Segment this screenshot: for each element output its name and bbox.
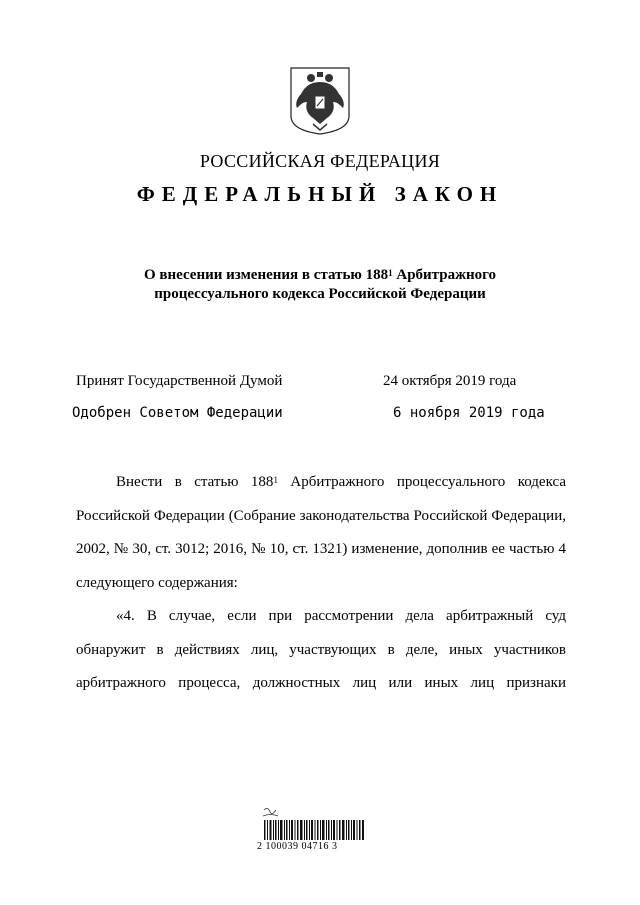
duma-adoption-label: Принят Государственной Думой (76, 373, 283, 389)
law-title-line-2: процессуального кодекса Российской Федерации (154, 286, 486, 302)
law-title-line-1: О внесении изменения в статью $188^1$ Арбитражного (143, 267, 497, 283)
coat-of-arms-icon (287, 64, 353, 136)
barcode-number: 2 100039 04716 3 (257, 841, 338, 852)
document-type-heading: ФЕДЕРАЛЬНЫЙ ЗАКОН (136, 182, 504, 206)
signature-mark-icon (263, 808, 278, 816)
duma-adoption-date: 24 октября 2019 года (383, 373, 517, 389)
council-approval-date: 6 ноября 2019 года (393, 405, 545, 421)
law-body (76, 466, 566, 701)
law-title (90, 266, 550, 304)
country-heading: РОССИЙСКАЯ ФЕДЕРАЦИЯ (199, 151, 441, 171)
paragraph-2: «4. В случае, если при рассмотрении дела арбитражный суд обнаружит в действиях лиц, участвующих в деле, иных участников арбитражного процесса, должностных лиц или иных лиц признаки (76, 608, 566, 691)
barcode-icon (264, 820, 364, 840)
paragraph-1: Внести в статью $188^1$ Арбитражного процессуального кодекса Российской Федерации (Собрание законодательства Российской Федерации, 2002, № 30, ст. 3012; 2016, № 10, ст. 1321) изменение, дополнив ее частью 4 следующего содержания: (76, 474, 566, 591)
council-approval-label: Одобрен Советом Федерации (72, 405, 283, 421)
